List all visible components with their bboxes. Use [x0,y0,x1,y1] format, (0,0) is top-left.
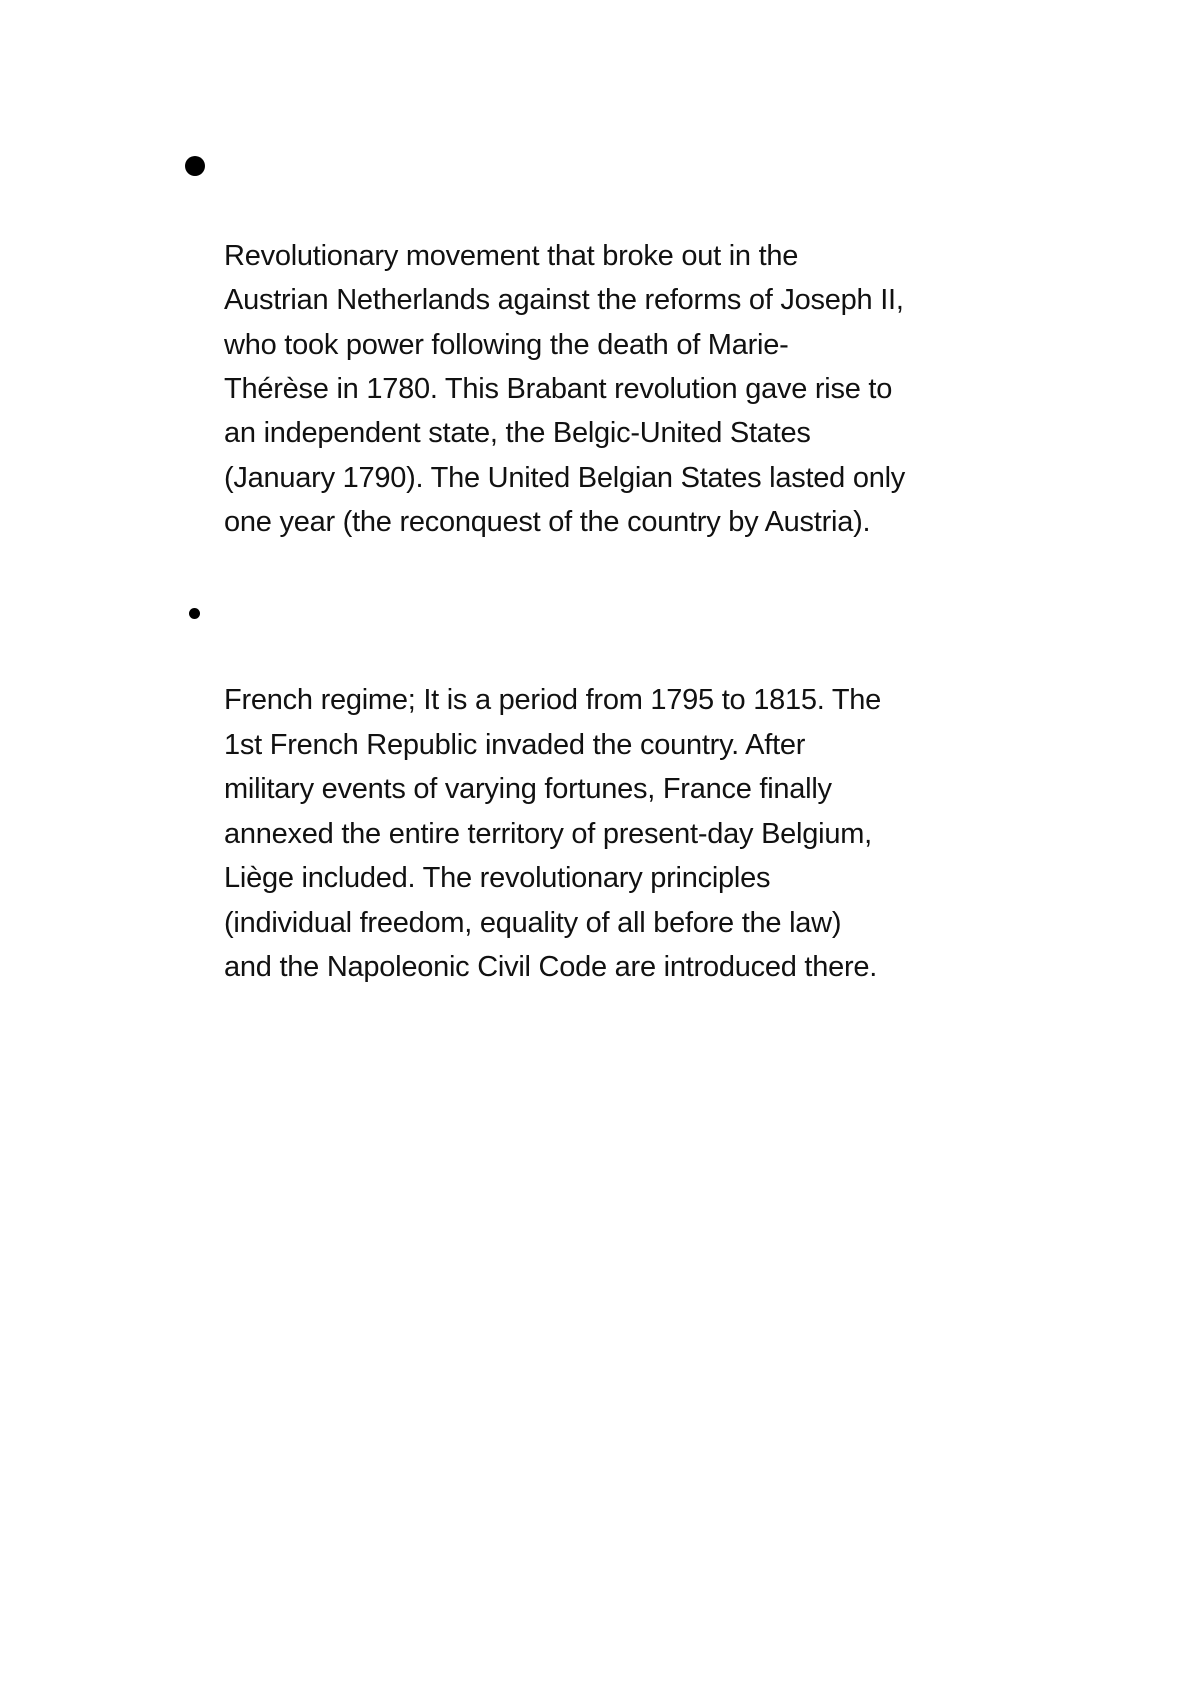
list-item [224,590,1024,990]
list-item-text: Revolutionary movement that broke out in the Austrian Netherlands against the reforms of Joseph II, who took power following the death of Marie- Thérèse in 1780. This Brabant revolution gave rise to an independent state, the Belgic-United States (January 1790). The United Belgian States lasted only one year (the reconquest of the country by Austria). [224,239,906,539]
bullet-list [0,145,1200,989]
list-item-text: French regime; It is a period from 1795 to 1815. The 1st French Republic invaded the country. After military events of varying fortunes, France finally annexed the entire territory of present-day Belgium, Liège included. The revolutionary principles (individual freedom, equality of all before the law) and the Napoleonic Civil Code are introduced there. [224,684,882,983]
bullet-icon [185,156,205,176]
bullet-icon [189,608,200,619]
list-item [224,145,1024,545]
